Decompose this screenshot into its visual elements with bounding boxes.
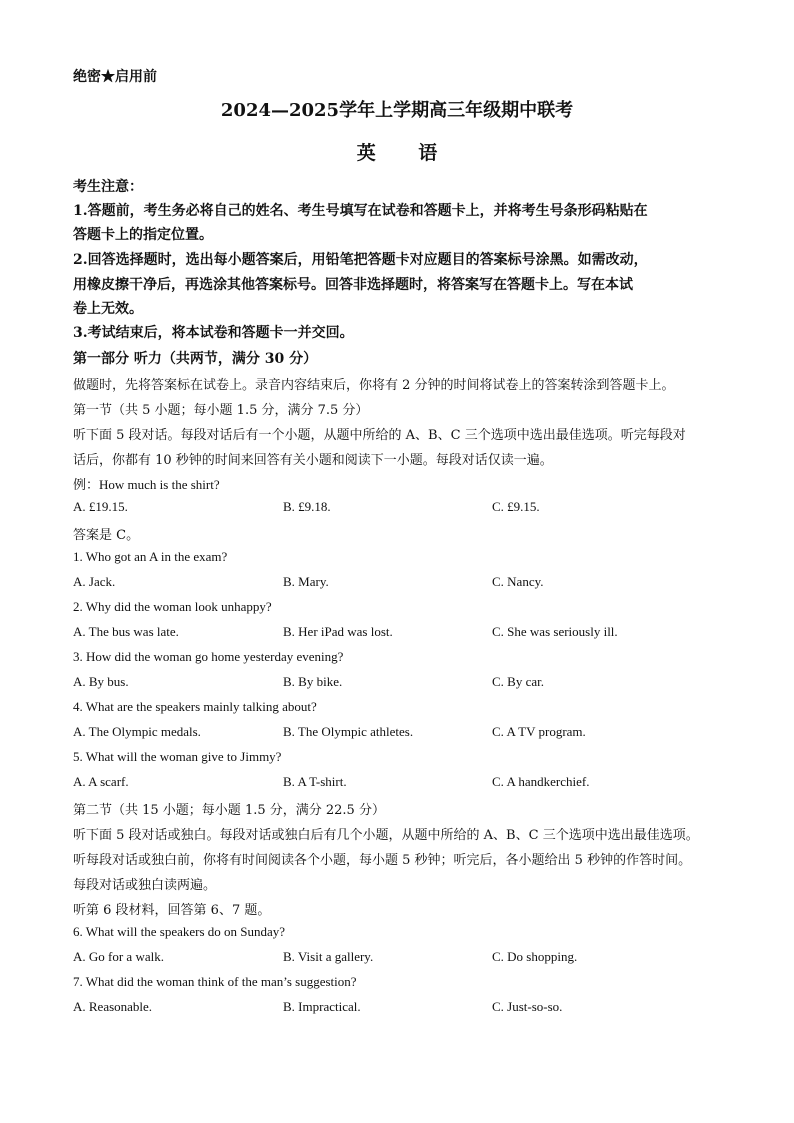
- example-option-b: B. £9.18.: [283, 499, 331, 514]
- question-4-option-c: C. A TV program.: [492, 724, 586, 739]
- question-5-option-c: C. A handkerchief.: [492, 774, 590, 789]
- section1-instruction: 听下面 5 段对话。每段对话后有一个小题，从题中所给的 A、B、C 三个选项中选出最佳选项。听完每段对: [73, 428, 686, 443]
- notice-line: 2.回答选择题时，选出每小题答案后，用铅笔把答题卡对应题目的答案标号涂黑。如需改动，: [73, 252, 648, 268]
- question-5-option-a: A. A scarf.: [73, 774, 129, 789]
- example-question: 例：How much is the shirt?: [73, 477, 220, 492]
- question-1-option-b: B. Mary.: [283, 574, 329, 589]
- notice-line: 1.答题前，考生务必将自己的姓名、考生号填写在试卷和答题卡上，并将考生号条形码粘贴在: [73, 203, 648, 219]
- question-7-option-a: A. Reasonable.: [73, 999, 153, 1014]
- example-option-a: A. £19.15.: [73, 499, 128, 514]
- notice-heading: 考生注意：: [73, 179, 143, 195]
- question-6: 6. What will the speakers do on Sunday?: [73, 924, 286, 939]
- notice-line: 用橡皮擦干净后，再选涂其他答案标号。回答非选择题时，将答案写在答题卡上。写在本试: [73, 277, 633, 293]
- section1-heading: 第一节（共 5 小题；每小题 1.5 分，满分 7.5 分）: [73, 403, 369, 418]
- part1-intro: 做题时，先将答案标在试卷上。录音内容结束后，你将有 2 分钟的时间将试卷上的答案转涂到答题卡上。: [73, 378, 675, 393]
- section2-instruction: 每段对话或独白读两遍。: [73, 878, 217, 893]
- material-6-label: 听第 6 段材料，回答第 6、7 题。: [73, 903, 271, 918]
- question-2-option-b: B. Her iPad was lost.: [283, 624, 393, 639]
- part1-heading: 第一部分 听力（共两节，满分 30 分）: [73, 351, 318, 367]
- confidential-label: 绝密★启用前: [73, 69, 157, 85]
- notice-line: 答题卡上的指定位置。: [73, 227, 213, 243]
- question-4-option-b: B. The Olympic athletes.: [283, 724, 414, 739]
- question-3-option-b: B. By bike.: [283, 674, 343, 689]
- example-answer: 答案是 C。: [73, 528, 140, 543]
- question-7-option-b: B. Impractical.: [283, 999, 361, 1014]
- question-3-option-a: A. By bus.: [73, 674, 129, 689]
- question-1-option-a: A. Jack.: [73, 574, 116, 589]
- question-6-option-a: A. Go for a walk.: [73, 949, 164, 964]
- question-5: 5. What will the woman give to Jimmy?: [73, 749, 282, 764]
- exam-title: 2024—2025学年上学期高三年级期中联考: [220, 100, 574, 121]
- example-option-c: C. £9.15.: [492, 499, 540, 514]
- question-1-option-c: C. Nancy.: [492, 574, 544, 589]
- subject-title: 英 语: [356, 142, 456, 164]
- question-5-option-b: B. A T-shirt.: [283, 774, 347, 789]
- question-3-option-c: C. By car.: [492, 674, 544, 689]
- question-3: 3. How did the woman go home yesterday evening?: [73, 649, 344, 664]
- question-7-option-c: C. Just-so-so.: [492, 999, 563, 1014]
- notice-line: 3.考试结束后，将本试卷和答题卡一并交回。: [73, 325, 354, 341]
- question-4-option-a: A. The Olympic medals.: [73, 724, 201, 739]
- question-6-option-b: B. Visit a gallery.: [283, 949, 374, 964]
- question-4: 4. What are the speakers mainly talking about?: [73, 699, 317, 714]
- question-2-option-c: C. She was seriously ill.: [492, 624, 618, 639]
- question-2: 2. Why did the woman look unhappy?: [73, 599, 272, 614]
- question-7: 7. What did the woman think of the man’s suggestion?: [73, 974, 357, 989]
- section2-heading: 第二节（共 15 小题；每小题 1.5 分，满分 22.5 分）: [73, 803, 385, 818]
- section2-instruction: 听每段对话或独白前，你将有时间阅读各个小题，每小题 5 秒钟；听完后，各小题给出 5 秒钟的作答时间。: [73, 853, 692, 868]
- question-2-option-a: A. The bus was late.: [73, 624, 179, 639]
- section2-instruction: 听下面 5 段对话或独白。每段对话或独白后有几个小题，从题中所给的 A、B、C 三个选项中选出最佳选项。: [73, 828, 699, 843]
- section1-instruction: 话后，你都有 10 秒钟的时间来回答有关小题和阅读下一小题。每段对话仅读一遍。: [73, 453, 553, 468]
- notice-line: 卷上无效。: [73, 301, 143, 317]
- question-1: 1. Who got an A in the exam?: [73, 549, 228, 564]
- question-6-option-c: C. Do shopping.: [492, 949, 578, 964]
